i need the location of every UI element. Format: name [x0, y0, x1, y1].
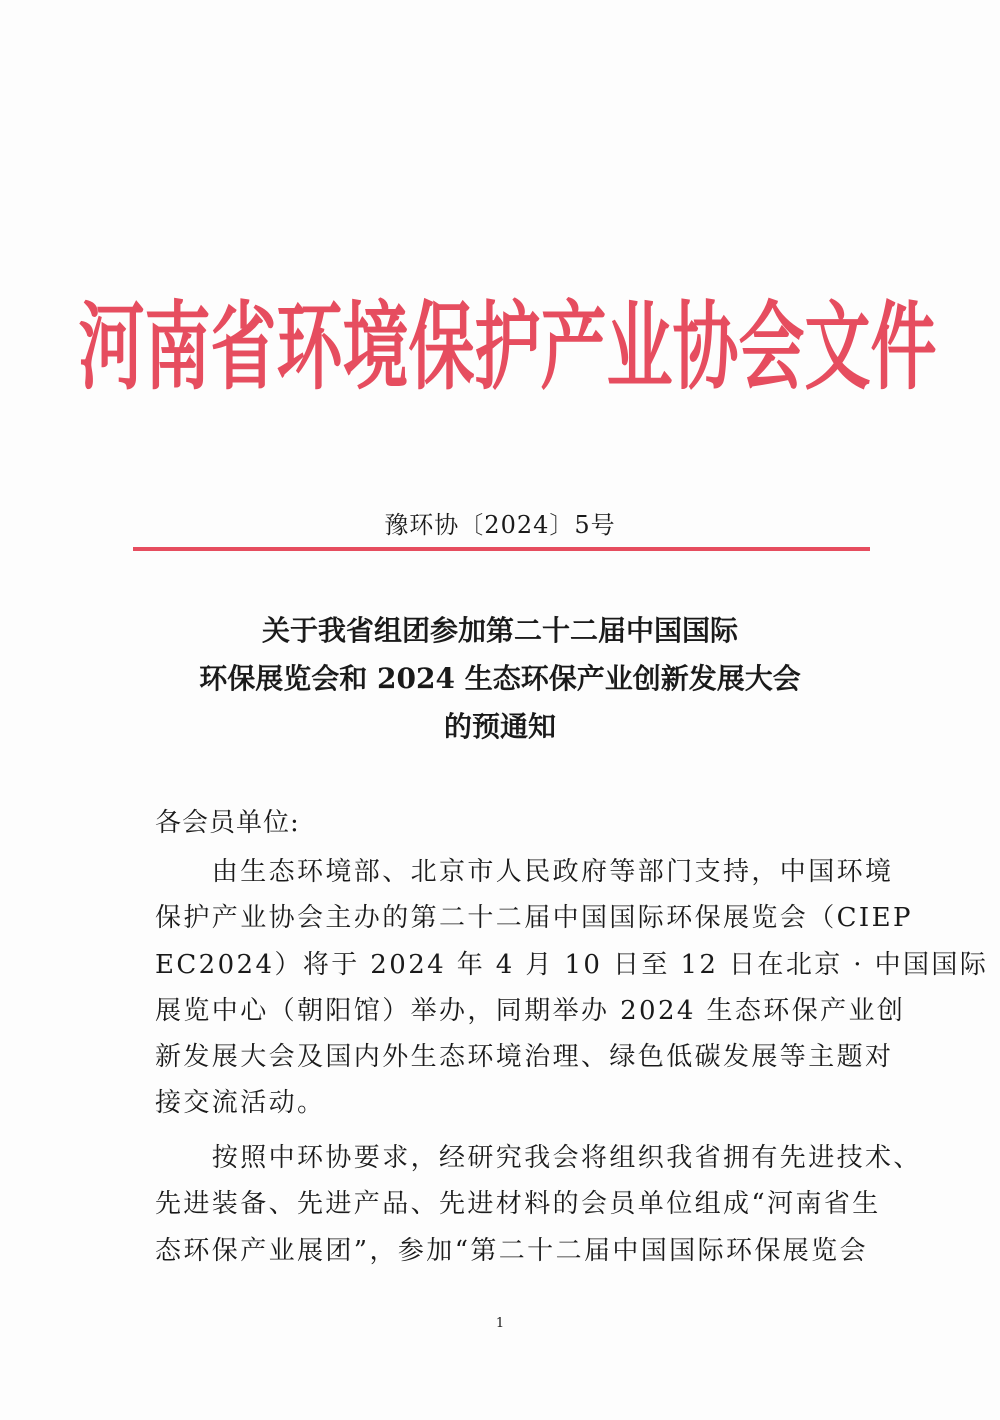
body-paragraph-1 [155, 849, 989, 1127]
body-line: 新发展大会及国内外生态环境治理、绿色低碳发展等主题对 [155, 1042, 894, 1073]
body-line: 由生态环境部、北京市人民政府等部门支持，中国环境 [155, 857, 894, 887]
document-number: 豫环协〔2024〕5号 [384, 511, 616, 539]
notice-title [120, 607, 880, 751]
notice-title-line-2: 环保展览会和 2024 生态环保产业创新发展大会 [199, 662, 801, 695]
notice-title-line-3: 的预通知 [443, 710, 556, 743]
page-number: 1 [495, 1316, 505, 1331]
salutation: 各会员单位: [155, 808, 300, 838]
red-divider-line [133, 547, 870, 551]
body-line: EC2024）将于 2024 年 4 月 10 日至 12 日在北京 · 中国国际 [155, 949, 989, 980]
body-line: 先进装备、先进产品、先进材料的会员单位组成“河南省生 [155, 1189, 881, 1220]
body-line: 展览中心（朝阳馆）举办，同期举办 2024 生态环保产业创 [155, 995, 906, 1026]
body-line: 按照中环协要求，经研究我会将组织我省拥有先进技术、 [155, 1143, 922, 1173]
body-line: 接交流活动。 [155, 1088, 326, 1119]
body-paragraph-2 [155, 1135, 922, 1274]
body-line: 态环保产业展团”，参加“第二十二届中国国际环保展览会 [155, 1235, 868, 1266]
notice-title-line-1: 关于我省组团参加第二十二届中国国际 [261, 614, 738, 647]
org-header-title: 河南省环境保护产业协会文件 [78, 289, 937, 403]
body-line: 保护产业协会主办的第二十二届中国国际环保展览会（CIEP [155, 903, 913, 934]
